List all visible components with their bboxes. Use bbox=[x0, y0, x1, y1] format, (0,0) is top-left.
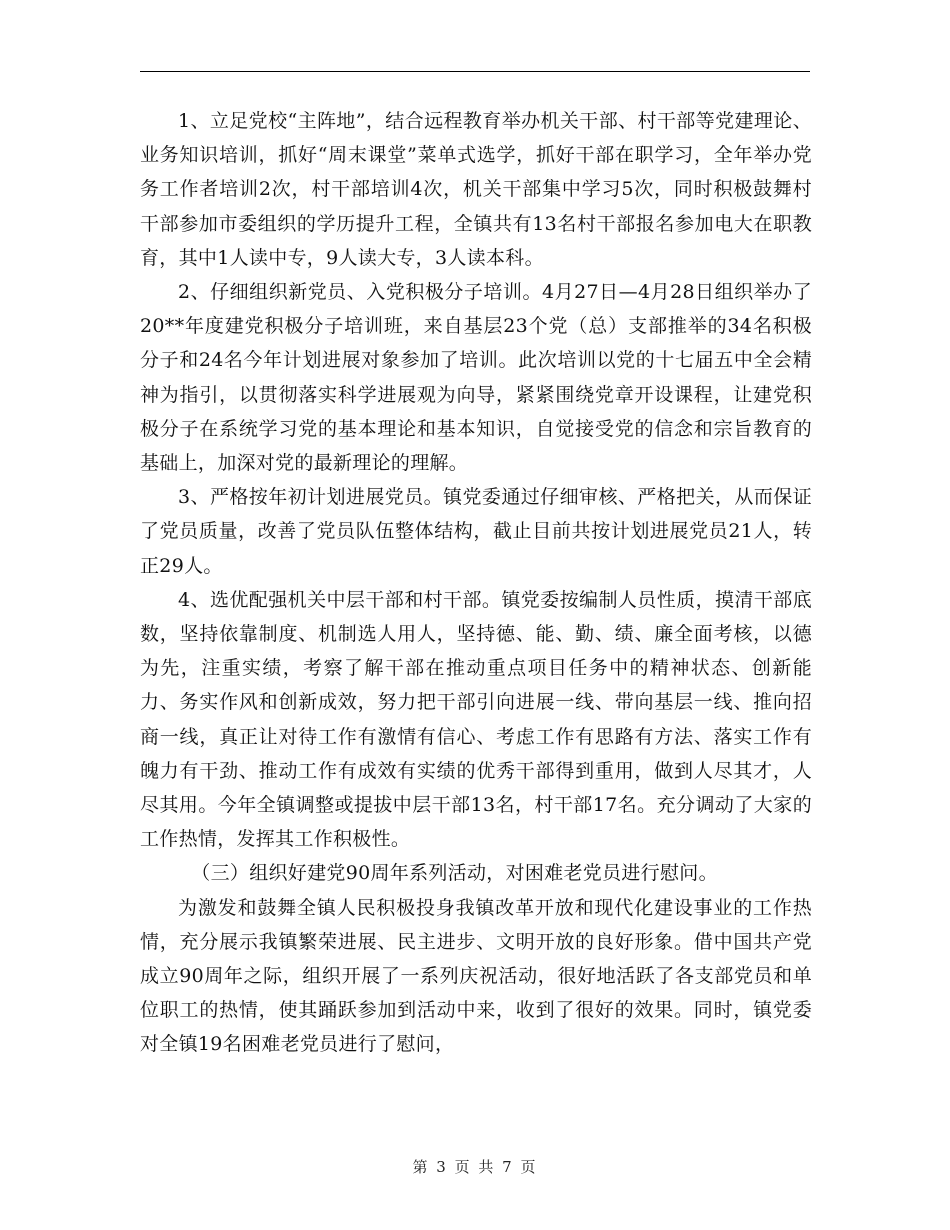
paragraph-item-5: 为激发和鼓舞全镇人民积极投身我镇改革开放和现代化建设事业的工作热情，充分展示我镇繁荣进展、民主进步、文明开放的良好形象。借中国共产党成立90周年之际，组织开展了一系列庆祝活动，很好地活跃了各支部党员和单位职工的热情，使其踊跃参加到活动中来，收到了很好的效果。同时，镇党委对全镇19名困难老党员进行了慰问， bbox=[140, 896, 812, 1056]
paragraph-item-4: 4、选优配强机关中层干部和村干部。镇党委按编制人员性质，摸清干部底数，坚持依靠制度、机制选人用人，坚持德、能、勤、绩、廉全面考核，以德为先，注重实绩，考察了解干部在推动重点项目任务中的精神状态、创新能力、务实作风和创新成效，努力把干部引向进展一线、带向基层一线、推向招商一线，真正让对待工作有激情有信心、考虑工作有思路有方法、落实工作有魄力有干劲、推动工作有成效有实绩的优秀干部得到重用，做到人尽其才，人尽其用。今年全镇调整或提拔中层干部13名，村干部17名。充分调动了大家的工作热情，发挥其工作积极性。 bbox=[140, 588, 812, 851]
section-heading: （三）组织好建党90周年系列活动，对困难老党员进行慰问。 bbox=[191, 862, 718, 885]
header-rule bbox=[140, 71, 810, 72]
paragraph-item-2: 2、仔细组织新党员、入党积极分子培训。4月27日—4月28日组织举办了20**年度建党积极分子培训班，来自基层23个党（总）支部推举的34名积极分子和24名今年计划进展对象参加了培训。此次培训以党的十七届五中全会精神为指引，以贯彻落实科学进展观为向导，紧紧围绕党章开设课程，让建党积极分子在系统学习党的基本理论和基本知识，自觉接受党的信念和宗旨教育的基础上，加深对党的最新理论的理解。 bbox=[140, 281, 812, 475]
paragraph-item-3: 3、严格按年初计划进展党员。镇党委通过仔细审核、严格把关，从而保证了党员质量，改善了党员队伍整体结构，截止目前共按计划进展党员21人，转正29人。 bbox=[140, 486, 812, 577]
paragraph-item-1: 1、立足党校“主阵地”，结合远程教育举办机关干部、村干部等党建理论、业务知识培训，抓好“周末课堂”菜单式选学，抓好干部在职学习，全年举办党务工作者培训2次，村干部培训4次，机关干部集中学习5次，同时积极鼓舞村干部参加市委组织的学历提升工程，全镇共有13名村干部报名参加电大在职教育，其中1人读中专，9人读大专，3人读本科。 bbox=[140, 110, 812, 269]
body-text bbox=[140, 104, 812, 1062]
page-number-footer: 第 3 页 共 7 页 bbox=[412, 1158, 538, 1176]
